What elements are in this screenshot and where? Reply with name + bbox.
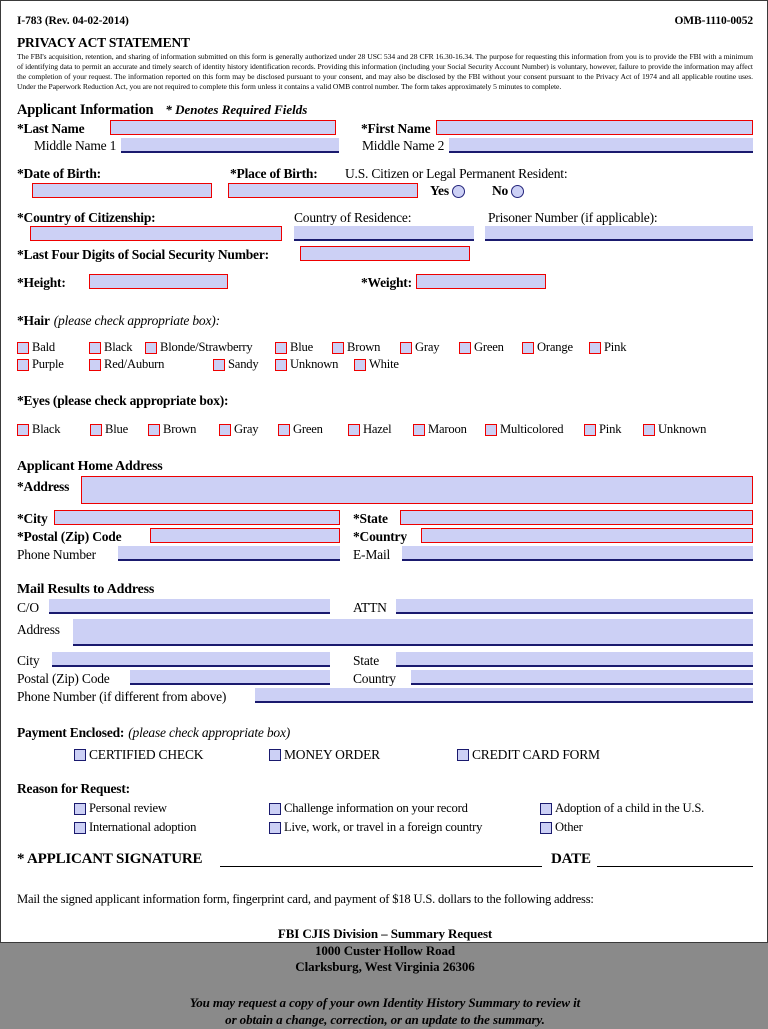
mail-address-input[interactable] (73, 619, 753, 646)
eyes-hazel-checkbox[interactable] (348, 424, 360, 436)
reason-option-adoption-us[interactable]: Adoption of a child in the U.S. (540, 801, 704, 816)
eyes-option-multicolored[interactable]: Multicolored (485, 422, 563, 437)
mail-co-label: C/O (17, 600, 39, 616)
payment-option-credit-card-form[interactable]: CREDIT CARD FORM (457, 747, 600, 763)
citizen-yes-option[interactable] (430, 183, 465, 199)
reason-adoption-us-checkbox[interactable] (540, 803, 552, 815)
hair-orange-checkbox[interactable] (522, 342, 534, 354)
eyes-green-checkbox[interactable] (278, 424, 290, 436)
payment-instruction: (please check appropriate box) (128, 725, 291, 741)
reason-challenge-information-checkbox[interactable] (269, 803, 281, 815)
home-postal-input[interactable] (150, 528, 340, 543)
first-name-label: *First Name (361, 121, 431, 137)
middle-name-2-label: Middle Name 2 (362, 138, 445, 154)
hair-unknown-checkbox[interactable] (275, 359, 287, 371)
reason-other-checkbox[interactable] (540, 822, 552, 834)
hair-option-unknown[interactable]: Unknown (275, 357, 338, 372)
mail-city-label: City (17, 653, 40, 669)
country-of-residence-label: Country of Residence: (294, 210, 412, 226)
mail-country-input[interactable] (411, 670, 753, 685)
eyes-label: *Eyes (please check appropriate box): (17, 393, 229, 409)
citizen-yes-label: Yes (430, 183, 449, 199)
place-of-birth-label: *Place of Birth: (230, 166, 318, 182)
height-input[interactable] (89, 274, 228, 289)
hair-option-blue[interactable]: Blue (275, 340, 313, 355)
reason-international-adoption-checkbox[interactable] (74, 822, 86, 834)
reason-option-live-work-travel[interactable]: Live, work, or travel in a foreign country (269, 820, 482, 835)
eyes-option-brown[interactable]: Brown (148, 422, 196, 437)
height-label: *Height: (17, 275, 66, 291)
hair-bald-checkbox[interactable] (17, 342, 29, 354)
payment-credit-card-form-checkbox[interactable] (457, 749, 469, 761)
hair-option-blonde-strawberry[interactable]: Blonde/Strawberry (145, 340, 252, 355)
payment-option-certified-check[interactable]: CERTIFIED CHECK (74, 747, 203, 763)
hair-gray-checkbox[interactable] (400, 342, 412, 354)
citizen-yes-radio[interactable] (452, 185, 465, 198)
payment-options (17, 747, 753, 767)
eyes-options-row (17, 422, 753, 439)
country-of-residence-input[interactable] (294, 226, 474, 241)
reason-personal-review-checkbox[interactable] (74, 803, 86, 815)
reason-option-personal-review[interactable]: Personal review (74, 801, 167, 816)
country-of-citizenship-label: *Country of Citizenship: (17, 210, 156, 226)
last-name-label: *Last Name (17, 121, 85, 137)
first-name-input[interactable] (436, 120, 753, 135)
home-country-label: *Country (353, 529, 407, 545)
omb-number: OMB-1110-0052 (674, 15, 753, 27)
applicant-signature-line[interactable] (220, 866, 542, 867)
hair-option-red-auburn[interactable]: Red/Auburn (89, 357, 164, 372)
hair-white-checkbox[interactable] (354, 359, 366, 371)
eyes-option-green[interactable]: Green (278, 422, 323, 437)
weight-input[interactable] (416, 274, 546, 289)
hair-brown-checkbox[interactable] (332, 342, 344, 354)
reason-options-row-1 (17, 801, 753, 820)
reason-option-other[interactable]: Other (540, 820, 583, 835)
mail-results-title: Mail Results to Address (17, 582, 155, 598)
mail-attn-label: ATTN (353, 600, 387, 616)
privacy-act-body: The FBI's acquisition, retention, and sharing of information submitted on this form is generally authorized under 28 USC 534 and 28 CFR 16.30-16.34. The purpose for requesting this information from you is to provide the FBI with a minimum of identifying data to permit an accurate and timely search of identity history identification records. Providing this information (including your Social Security Account Number) is voluntary, however, failure to provide the information may affect the completion of your request. The information reported on this form may be disclosed pursuant to your consent, and may also be disclosed by the FBI without your consent pursuant to the Privacy Act of 1974 and all applicable routine uses. Under the Paperwork Reduction Act, you are not required to complete this form unless it contains a valid OMB control number. The form takes approximately 5 minutes to complete. (17, 52, 753, 91)
payment-certified-check-checkbox[interactable] (74, 749, 86, 761)
home-country-input[interactable] (421, 528, 753, 543)
identity-history-note-line-1: You may request a copy of your own Identity History Summary to review it (189, 995, 581, 1011)
mail-country-label: Country (353, 671, 396, 687)
mail-state-label: State (353, 653, 379, 669)
eyes-brown-checkbox[interactable] (148, 424, 160, 436)
required-fields-note: * Denotes Required Fields (165, 102, 308, 118)
hair-option-sandy[interactable]: Sandy (213, 357, 259, 372)
mail-postal-input[interactable] (130, 670, 330, 685)
reason-live-work-travel-checkbox[interactable] (269, 822, 281, 834)
payment-label: Payment Enclosed: (17, 725, 125, 741)
hair-green-checkbox[interactable] (459, 342, 471, 354)
hair-red-auburn-checkbox[interactable] (89, 359, 101, 371)
place-of-birth-input[interactable] (228, 183, 418, 198)
home-email-input[interactable] (402, 546, 753, 561)
payment-money-order-checkbox[interactable] (269, 749, 281, 761)
home-city-input[interactable] (54, 510, 340, 525)
eyes-option-black[interactable]: Black (17, 422, 60, 437)
mail-city-input[interactable] (52, 652, 330, 667)
mail-phone-label: Phone Number (if different from above) (17, 689, 227, 705)
home-email-label: E-Mail (353, 547, 391, 563)
eyes-option-hazel[interactable]: Hazel (348, 422, 391, 437)
eyes-unknown-checkbox[interactable] (643, 424, 655, 436)
home-address-title: Applicant Home Address (17, 459, 163, 475)
home-address-input[interactable] (81, 476, 753, 504)
citizen-question-label: U.S. Citizen or Legal Permanent Resident: (345, 166, 568, 182)
hair-option-purple[interactable]: Purple (17, 357, 64, 372)
reason-option-international-adoption[interactable]: International adoption (74, 820, 196, 835)
citizen-no-option[interactable] (492, 183, 524, 199)
hair-option-pink[interactable]: Pink (589, 340, 626, 355)
eyes-option-unknown[interactable]: Unknown (643, 422, 706, 437)
home-phone-input[interactable] (118, 546, 340, 561)
hair-option-green[interactable]: Green (459, 340, 504, 355)
mail-co-input[interactable] (49, 599, 330, 614)
fbi-address-line-2: 1000 Custer Hollow Road (314, 942, 456, 958)
hair-sandy-checkbox[interactable] (213, 359, 225, 371)
mail-postal-label: Postal (Zip) Code (17, 671, 110, 687)
eyes-maroon-checkbox[interactable] (413, 424, 425, 436)
signature-date-label: DATE (551, 851, 591, 868)
hair-label: *Hair (17, 313, 50, 329)
home-postal-label: *Postal (Zip) Code (17, 529, 122, 545)
eyes-gray-checkbox[interactable] (219, 424, 231, 436)
fbi-address-block (17, 926, 753, 975)
hair-instruction: (please check appropriate box): (53, 313, 220, 329)
mail-address-label: Address (17, 622, 60, 638)
eyes-black-checkbox[interactable] (17, 424, 29, 436)
hair-option-orange[interactable]: Orange (522, 340, 573, 355)
eyes-blue-checkbox[interactable] (90, 424, 102, 436)
hair-blonde-strawberry-checkbox[interactable] (145, 342, 157, 354)
eyes-option-maroon[interactable]: Maroon (413, 422, 467, 437)
citizen-no-label: No (492, 183, 509, 199)
payment-option-money-order[interactable]: MONEY ORDER (269, 747, 380, 763)
eyes-multicolored-checkbox[interactable] (485, 424, 497, 436)
home-state-input[interactable] (400, 510, 753, 525)
date-of-birth-label: *Date of Birth: (17, 166, 101, 182)
hair-option-brown[interactable]: Brown (332, 340, 380, 355)
mail-phone-input[interactable] (255, 688, 753, 703)
eyes-option-pink[interactable]: Pink (584, 422, 621, 437)
hair-black-checkbox[interactable] (89, 342, 101, 354)
hair-options-row-1 (17, 340, 753, 357)
prisoner-number-input[interactable] (485, 226, 753, 241)
citizen-no-radio[interactable] (511, 185, 524, 198)
hair-option-black[interactable]: Black (89, 340, 132, 355)
middle-name-1-label: Middle Name 1 (34, 138, 117, 154)
fbi-address-line-1: FBI CJIS Division – Summary Request (277, 926, 493, 942)
applicant-signature-label: * APPLICANT SIGNATURE (17, 851, 203, 868)
weight-label: *Weight: (361, 275, 412, 291)
home-state-label: *State (353, 511, 388, 527)
eyes-option-gray[interactable]: Gray (219, 422, 258, 437)
home-phone-label: Phone Number (17, 547, 96, 563)
middle-name-1-input[interactable] (121, 138, 339, 153)
identity-history-note-line-2: or obtain a change, correction, or an update to the summary. (225, 1012, 545, 1028)
hair-blue-checkbox[interactable] (275, 342, 287, 354)
eyes-option-blue[interactable]: Blue (90, 422, 128, 437)
hair-options-row-2 (17, 357, 753, 374)
hair-option-bald[interactable]: Bald (17, 340, 55, 355)
privacy-act-title: PRIVACY ACT STATEMENT (17, 35, 190, 50)
fbi-address-line-3: Clarksburg, West Virginia 26306 (295, 958, 475, 974)
form-id: I-783 (Rev. 04-02-2014) (17, 15, 129, 27)
reason-label: Reason for Request: (17, 781, 130, 797)
ssn-label: *Last Four Digits of Social Security Number: (17, 247, 269, 263)
mail-state-input[interactable] (396, 652, 753, 667)
ssn-last-four-input[interactable] (300, 246, 470, 261)
form-header (17, 15, 753, 27)
mail-instruction: Mail the signed applicant information form, fingerprint card, and payment of $18 U.S. dollars to the following address: (17, 892, 594, 907)
eyes-pink-checkbox[interactable] (584, 424, 596, 436)
applicant-information-title: Applicant Information (17, 102, 154, 119)
home-address-label: *Address (17, 479, 70, 495)
reason-option-challenge-information[interactable]: Challenge information on your record (269, 801, 468, 816)
last-name-input[interactable] (110, 120, 336, 135)
reason-options-row-2 (17, 820, 753, 839)
signature-date-line[interactable] (597, 866, 753, 867)
middle-name-2-input[interactable] (449, 138, 753, 153)
home-city-label: *City (17, 511, 48, 527)
prisoner-number-label: Prisoner Number (if applicable): (488, 210, 658, 226)
country-of-citizenship-input[interactable] (30, 226, 282, 241)
identity-history-note (17, 995, 753, 1029)
hair-purple-checkbox[interactable] (17, 359, 29, 371)
hair-pink-checkbox[interactable] (589, 342, 601, 354)
date-of-birth-input[interactable] (32, 183, 212, 198)
mail-attn-input[interactable] (396, 599, 753, 614)
hair-option-gray[interactable]: Gray (400, 340, 439, 355)
hair-option-white[interactable]: White (354, 357, 399, 372)
